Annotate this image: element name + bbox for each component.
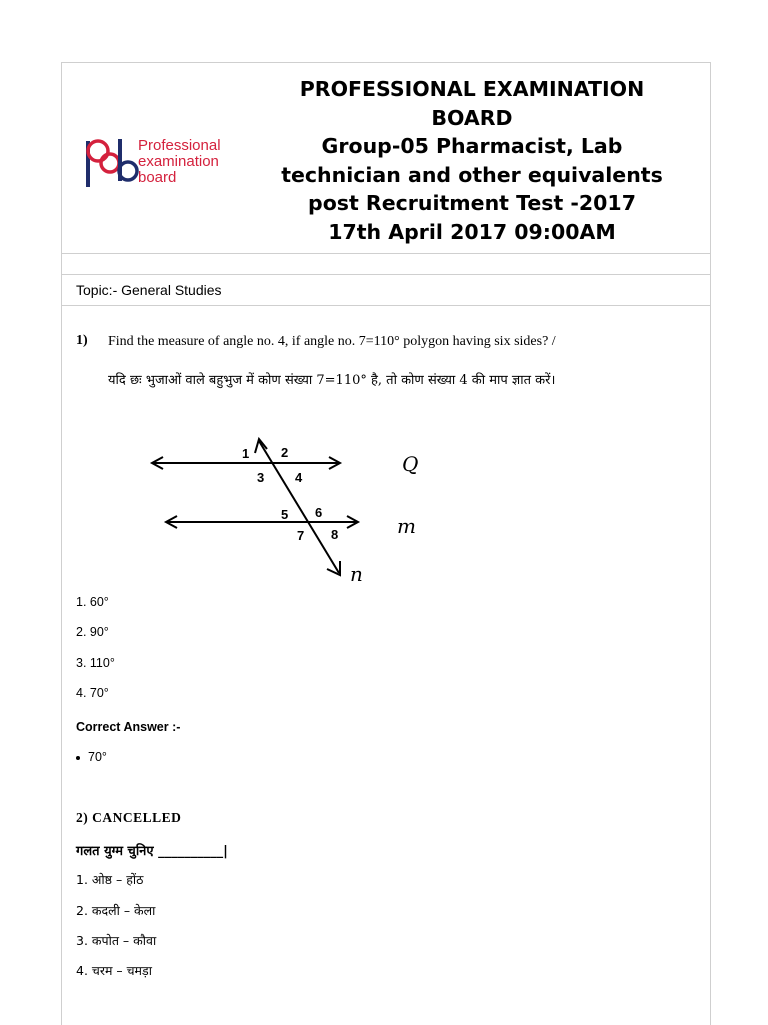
q1-option-1: 1. 60° bbox=[76, 595, 109, 609]
topic-label: Topic:- General Studies bbox=[76, 282, 222, 298]
title-line: Group-05 Pharmacist, Lab bbox=[321, 134, 623, 158]
angle-label-2: 2 bbox=[281, 445, 289, 460]
q2-status: CANCELLED bbox=[92, 810, 182, 825]
logo-text-line1: Professional bbox=[138, 137, 221, 154]
title-line: 17th April 2017 09:00AM bbox=[328, 219, 616, 244]
title-line: PROFESSIONAL EXAMINATION bbox=[299, 77, 645, 101]
q2-heading bbox=[76, 810, 181, 826]
angle-label-8: 8 bbox=[331, 527, 339, 542]
q1-option-4: 4. 70° bbox=[76, 686, 109, 700]
exam-header bbox=[62, 63, 710, 254]
exam-title bbox=[252, 75, 692, 246]
q1-option-2: 2. 90° bbox=[76, 625, 109, 639]
title-line: BOARD bbox=[431, 105, 513, 130]
correct-answer-item bbox=[76, 750, 107, 764]
spacer-row bbox=[62, 254, 710, 275]
angle-label-1: 1 bbox=[242, 446, 250, 461]
angle-label-4: 4 bbox=[295, 470, 303, 485]
angle-label-5: 5 bbox=[281, 507, 289, 522]
q2-hindi-text: गलत युग्म चुनिए __________| bbox=[76, 844, 228, 859]
angle-label-3: 3 bbox=[257, 470, 265, 485]
q2-option-2: 2. कदली – केला bbox=[76, 903, 156, 918]
line-label-m: m bbox=[397, 514, 416, 538]
q1-hindi-text: यदि छः भुजाओं वाले बहुभुज में कोण संख्या 7=110° है, तो कोण संख्या 4 की माप ज्ञात करें। bbox=[108, 373, 556, 388]
angle-label-7: 7 bbox=[297, 528, 305, 543]
logo-text-line2: examination bbox=[138, 153, 219, 170]
angle-label-6: 6 bbox=[315, 505, 323, 520]
line-label-q: Q bbox=[402, 452, 419, 476]
correct-answer-value: 70° bbox=[88, 750, 107, 764]
q2-number: 2) bbox=[76, 810, 89, 825]
q2-option-1: 1. ओष्ठ – होंठ bbox=[76, 872, 144, 887]
q1-text: Find the measure of angle no. 4, if angle no. 7=110° polygon having six sides? / bbox=[108, 334, 556, 349]
q2-option-4: 4. चरम – चमड़ा bbox=[76, 963, 152, 978]
line-label-n: n bbox=[350, 562, 363, 585]
q2-option-3: 3. कपोत – कौवा bbox=[76, 933, 157, 948]
title-line: technician and other equivalents bbox=[281, 162, 663, 187]
bullet-icon bbox=[76, 756, 80, 760]
logo-text-line3: board bbox=[138, 169, 177, 186]
correct-answer-label: Correct Answer :- bbox=[76, 720, 181, 734]
document-page bbox=[61, 62, 711, 1025]
topic-row bbox=[62, 275, 710, 306]
title-line: post Recruitment Test -2017 bbox=[308, 191, 636, 215]
q1-option-3: 3. 110° bbox=[76, 656, 115, 670]
q1-number: 1) bbox=[76, 333, 88, 348]
peb-logo bbox=[82, 131, 232, 191]
parallel-lines-diagram bbox=[147, 433, 447, 585]
